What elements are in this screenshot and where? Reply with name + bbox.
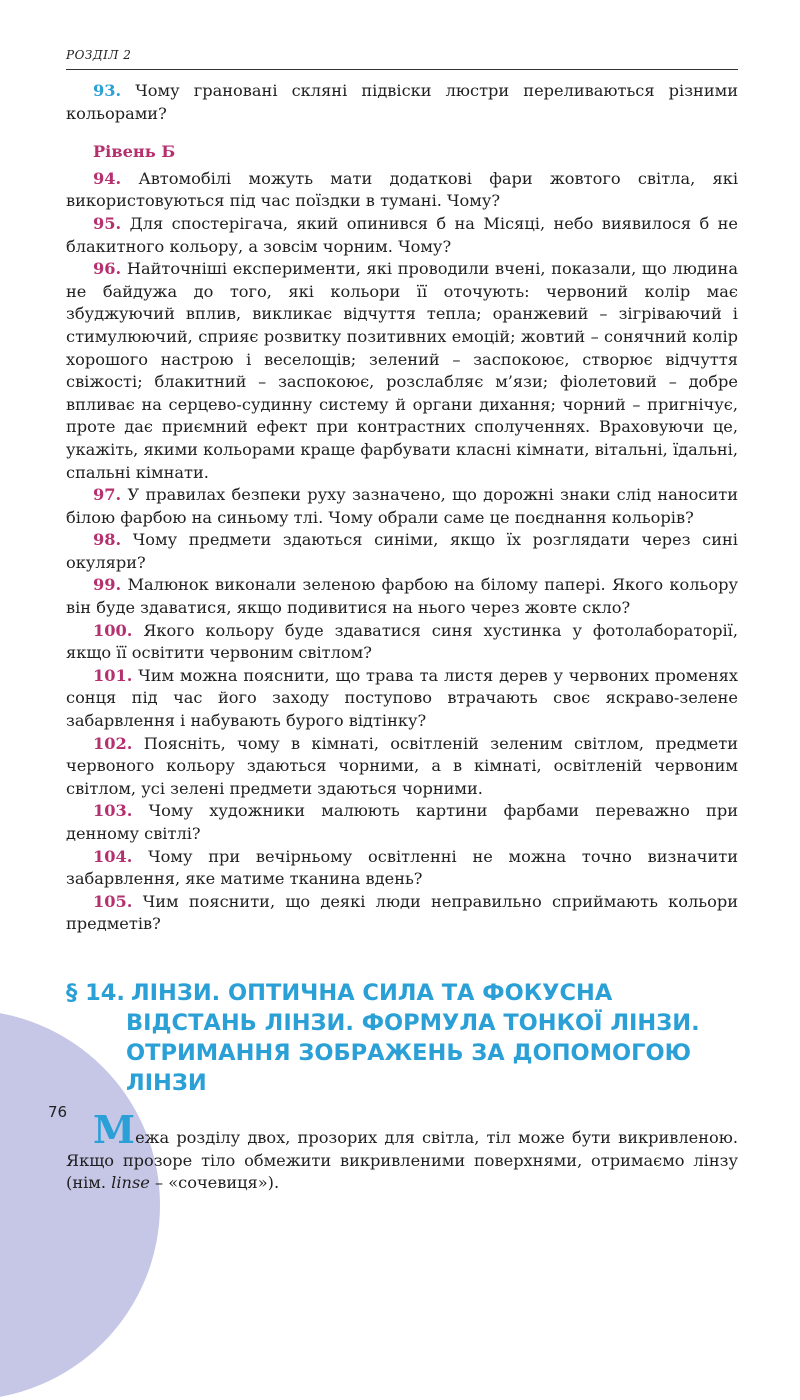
intro-text-2: – «сочевиця»).: [149, 1173, 280, 1193]
problem-item: [66, 529, 738, 574]
page-number: 76: [48, 1103, 68, 1121]
problem-number: 103.: [93, 801, 133, 821]
problem-text: Чим можна пояснити, що трава та листя дерев у червоних променях сонця під час його заходу поступово втрачають своє яскраво-зелене забарвлення і набувають бурого відтінку?: [66, 665, 738, 731]
problem-text: Чому при вечірньому освітленні не можна точно визначити забарвлення, яке матиме тканина вдень?: [66, 846, 738, 889]
problem-number: 98.: [93, 530, 122, 550]
problem-number: 102.: [93, 733, 133, 753]
header-divider: [66, 69, 738, 70]
problem-text: Автомобілі можуть мати додаткові фари жовтого світла, які використовуються під час поїздки в тумані. Чому?: [66, 168, 738, 211]
intro-paragraph: [66, 1106, 738, 1195]
problem-list-b: [66, 168, 738, 936]
drop-cap: М: [93, 1106, 136, 1152]
problem-item: [66, 258, 738, 484]
problem-item: [66, 800, 738, 845]
problem-text: У правилах безпеки руху зазначено, що дорожні знаки слід наносити білою фарбою на синьому тлі. Чому обрали саме це поєднання кольорів?: [66, 485, 738, 527]
problem-text: Для спостерігача, який опинився б на Місяці, небо виявилося б не блакитного кольору, а зовсім чорним. Чому?: [66, 213, 738, 256]
problem-number: 101.: [93, 665, 133, 685]
problem-number: 99.: [93, 575, 122, 595]
problem-text: Чому грановані скляні підвіски люстри переливаються різними кольорами?: [66, 81, 738, 123]
problem-text: Якого кольору буде здаватися синя хустинка у фотолабораторії, якщо її освітити червоним світлом?: [66, 620, 738, 663]
section-heading: [66, 978, 738, 1098]
problem-number: 96.: [93, 259, 122, 279]
problem-number: 93.: [93, 81, 122, 100]
problem-item: [66, 665, 738, 733]
problem-item: [66, 168, 738, 213]
problem-number: 94.: [93, 168, 122, 188]
problem-number: 97.: [93, 485, 122, 505]
problem-item: [66, 733, 738, 801]
intro-term: linse: [111, 1173, 150, 1193]
problem-number: 95.: [93, 213, 122, 233]
problem-item: [66, 80, 738, 125]
problem-item: [66, 213, 738, 258]
section-symbol: § 14.: [66, 979, 125, 1006]
problem-text: Найточніші експерименти, які проводили вчені, показали, що людина не байдужа до того, які кольори її оточують: червоний колір має збуджуючий вплив, викликає відчуття тепла; оранжевий – зігріваючий і стимулюючий, сприяє розвитку позитивних емоцій; жовтий – сонячний колір хорошого настрою і веселощів; зелений – заспокоює, створює відчуття свіжості; блакитний – заспокоює, розслабляє м’язи; фіолетовий – добре впливає на серцево-судинну систему й органи дихання; чорний – пригнічує, проте дає приємний ефект при контрастних сполученнях. Враховуючи це, укажіть, якими кольорами краще фарбувати класні кімнати, вітальні, їдальні, спальні кімнати.: [66, 259, 738, 482]
problem-item: [66, 484, 738, 529]
level-heading: Рівень Б: [93, 142, 176, 162]
problem-text: Чим пояснити, що деякі люди неправильно сприймають кольори предметів?: [66, 891, 738, 934]
problem-number: 105.: [93, 891, 133, 911]
problem-item: [66, 846, 738, 891]
problem-list-a: [66, 80, 738, 125]
problem-item: [66, 620, 738, 665]
problem-number: 100.: [93, 620, 133, 640]
problem-item: [66, 891, 738, 936]
running-header: РОЗДІЛ 2: [66, 48, 132, 62]
page-content: [66, 80, 738, 1195]
problem-item: [66, 574, 738, 619]
problem-text: Малюнок виконали зеленою фарбою на білому папері. Якого кольору він буде здаватися, якщо подивитися на нього через жовте скло?: [66, 575, 738, 618]
problem-text: Чому художники малюють картини фарбами переважно при денному світлі?: [66, 801, 738, 843]
intro-text-1: ежа розділу двох, прозорих для світла, тіл може бути викривленою. Якщо прозоре тіло обмежити викривленими поверхнями, отримаємо лінзу (нім.: [66, 1127, 738, 1193]
problem-text: Поясніть, чому в кімнаті, освітленій зеленим світлом, предмети червоного кольору здаються чорними, а в кімнаті, освітленій червоним світлом, усі зелені предмети здаються чорними.: [66, 733, 738, 798]
section-title: ЛІНЗИ. ОПТИЧНА СИЛА ТА ФОКУСНА ВІДСТАНЬ ЛІНЗИ. ФОРМУЛА ТОНКОЇ ЛІНЗИ. ОТРИМАННЯ ЗОБРАЖЕНЬ ЗА ДОПОМОГОЮ ЛІНЗИ: [126, 979, 700, 1096]
problem-text: Чому предмети здаються синіми, якщо їх розглядати через сині окуляри?: [66, 530, 738, 572]
problem-number: 104.: [93, 846, 133, 866]
